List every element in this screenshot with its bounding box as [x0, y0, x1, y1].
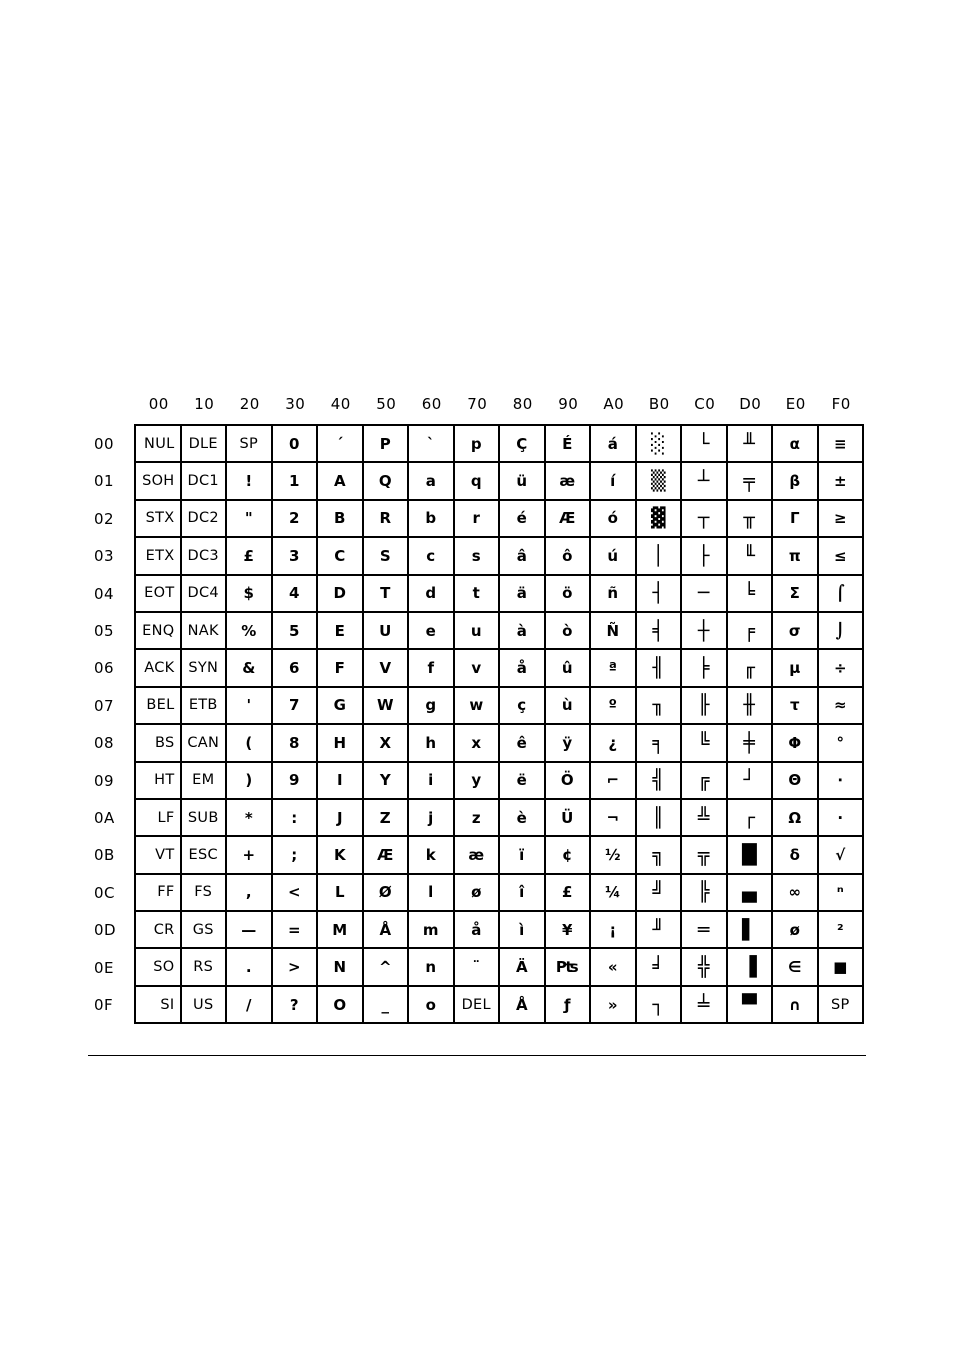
- table-cell: á: [591, 426, 637, 463]
- table-cell: ö: [546, 576, 592, 613]
- table-cell: é: [500, 501, 546, 538]
- table-cell: VT: [136, 837, 182, 874]
- table-cell: └: [682, 426, 728, 463]
- table-cell: Y: [364, 763, 410, 800]
- table-cell: Å: [364, 912, 410, 949]
- table-cell: ₧: [546, 949, 592, 986]
- table-cell: t: [455, 576, 501, 613]
- table-cell: ETX: [136, 538, 182, 575]
- table-cell: $: [227, 576, 273, 613]
- table-cell: ╕: [637, 725, 683, 762]
- table-cell: ESC: [182, 837, 228, 874]
- table-cell: U: [364, 613, 410, 650]
- table-cell: l: [409, 875, 455, 912]
- row-header: 0B: [94, 846, 115, 865]
- table-cell: ╥: [728, 501, 774, 538]
- table-cell: w: [455, 688, 501, 725]
- table-cell: ·: [819, 800, 865, 837]
- table-cell: I: [318, 763, 364, 800]
- table-cell: LF: [136, 800, 182, 837]
- row-header: 0E: [94, 958, 115, 977]
- table-cell: A: [318, 463, 364, 500]
- table-cell: ÷: [819, 650, 865, 687]
- table-cell: ╒: [728, 613, 774, 650]
- table-cell: ╙: [728, 538, 774, 575]
- table-cell: τ: [773, 688, 819, 725]
- table-cell: ü: [500, 463, 546, 500]
- table-cell: e: [409, 613, 455, 650]
- table-cell: Ü: [546, 800, 592, 837]
- table-cell: ≤: [819, 538, 865, 575]
- table-cell: Z: [364, 800, 410, 837]
- table-cell: DC3: [182, 538, 228, 575]
- table-cell: ═: [682, 912, 728, 949]
- table-cell: 3: [273, 538, 319, 575]
- table-cell: /: [227, 987, 273, 1024]
- table-cell: ╨: [728, 426, 774, 463]
- table-cell: *: [227, 800, 273, 837]
- table-cell: SI: [136, 987, 182, 1024]
- table-cell: ∞: [773, 875, 819, 912]
- table-cell: r: [455, 501, 501, 538]
- table-cell: ╧: [682, 987, 728, 1024]
- table-cell: ┤: [637, 576, 683, 613]
- table-cell: `: [409, 426, 455, 463]
- table-cell: ½: [591, 837, 637, 874]
- table-cell: è: [500, 800, 546, 837]
- table-cell: 2: [273, 501, 319, 538]
- table-cell: à: [500, 613, 546, 650]
- table-cell: ▀: [728, 987, 774, 1024]
- table-cell: ╝: [637, 875, 683, 912]
- table-cell: 5: [273, 613, 319, 650]
- table-cell: ù: [546, 688, 592, 725]
- table-cell: É: [546, 426, 592, 463]
- table-cell: ò: [546, 613, 592, 650]
- table-cell: O: [318, 987, 364, 1024]
- table-cell: Ñ: [591, 613, 637, 650]
- table-cell: DC2: [182, 501, 228, 538]
- table-cell: v: [455, 650, 501, 687]
- table-cell: a: [409, 463, 455, 500]
- table-cell: US: [182, 987, 228, 1024]
- table-cell: ╚: [682, 725, 728, 762]
- table-cell: SOH: [136, 463, 182, 500]
- table-cell: å: [500, 650, 546, 687]
- table-cell: ╠: [682, 875, 728, 912]
- table-cell: σ: [773, 613, 819, 650]
- table-cell: g: [409, 688, 455, 725]
- table-cell: ╘: [728, 576, 774, 613]
- row-header: 01: [94, 472, 115, 491]
- table-cell: STX: [136, 501, 182, 538]
- table-cell: °: [819, 725, 865, 762]
- table-cell: 0: [273, 426, 319, 463]
- table-cell: Φ: [773, 725, 819, 762]
- table-cell: o: [409, 987, 455, 1024]
- column-header: A0: [603, 395, 625, 413]
- table-cell: P: [364, 426, 410, 463]
- table-cell: SP: [819, 987, 865, 1024]
- table-cell: CR: [136, 912, 182, 949]
- row-header: 08: [94, 734, 115, 753]
- table-cell: 9: [273, 763, 319, 800]
- row-header: 0D: [94, 921, 117, 940]
- table-cell: f: [409, 650, 455, 687]
- column-header: E0: [785, 395, 806, 413]
- table-cell: Γ: [773, 501, 819, 538]
- table-cell: √: [819, 837, 865, 874]
- table-cell: ²: [819, 912, 865, 949]
- row-header: 05: [94, 622, 115, 640]
- table-cell: EOT: [136, 576, 182, 613]
- table-cell: (: [227, 725, 273, 762]
- row-header: 04: [94, 584, 115, 603]
- table-cell: ▌: [728, 912, 774, 949]
- table-cell: ┌: [728, 800, 774, 837]
- table-cell: ╦: [682, 837, 728, 874]
- column-header: C0: [694, 395, 716, 413]
- table-cell: BEL: [136, 688, 182, 725]
- table-cell: k: [409, 837, 455, 874]
- row-header: 03: [94, 547, 115, 566]
- table-cell: h: [409, 725, 455, 762]
- table-cell: ¡: [591, 912, 637, 949]
- table-cell: &: [227, 650, 273, 687]
- table-cell: B: [318, 501, 364, 538]
- table-cell: ▐: [728, 949, 774, 986]
- table-cell: ï: [500, 837, 546, 874]
- table-cell: FF: [136, 875, 182, 912]
- table-cell: ╢: [637, 650, 683, 687]
- table-cell: ╣: [637, 763, 683, 800]
- table-cell: β: [773, 463, 819, 500]
- table-cell: ƒ: [546, 987, 592, 1024]
- table-cell: α: [773, 426, 819, 463]
- table-cell: SYN: [182, 650, 228, 687]
- table-cell: !: [227, 463, 273, 500]
- table-cell: ╞: [682, 650, 728, 687]
- table-cell: DC4: [182, 576, 228, 613]
- table-cell: £: [227, 538, 273, 575]
- row-header: 00: [94, 435, 115, 453]
- table-cell: ¨: [455, 949, 501, 986]
- table-cell: ╓: [728, 650, 774, 687]
- table-cell: c: [409, 538, 455, 575]
- table-cell: ┼: [682, 613, 728, 650]
- table-cell: .: [227, 949, 273, 986]
- table-cell: ê: [500, 725, 546, 762]
- table-cell: ': [227, 688, 273, 725]
- table-cell: ø: [773, 912, 819, 949]
- table-cell: ░: [637, 426, 683, 463]
- table-cell: │: [637, 538, 683, 575]
- table-cell: ╩: [682, 800, 728, 837]
- table-cell: ╔: [682, 763, 728, 800]
- table-cell: ≡: [819, 426, 865, 463]
- table-cell: ├: [682, 538, 728, 575]
- table-cell: ╜: [637, 912, 683, 949]
- table-cell: ∩: [773, 987, 819, 1024]
- column-header: 50: [376, 395, 397, 413]
- table-cell: ¥: [546, 912, 592, 949]
- table-cell: ): [227, 763, 273, 800]
- table-cell: ╪: [728, 725, 774, 762]
- table-cell: ⁿ: [819, 875, 865, 912]
- table-cell: b: [409, 501, 455, 538]
- table-cell: ≈: [819, 688, 865, 725]
- table-cell: W: [364, 688, 410, 725]
- table-cell: 7: [273, 688, 319, 725]
- table-cell: G: [318, 688, 364, 725]
- table-cell: ACK: [136, 650, 182, 687]
- row-header: 02: [94, 509, 115, 528]
- table-cell: ^: [364, 949, 410, 986]
- table-cell: ¢: [546, 837, 592, 874]
- table-cell: R: [364, 501, 410, 538]
- table-cell: SUB: [182, 800, 228, 837]
- table-cell: ´: [318, 426, 364, 463]
- column-header: 00: [148, 395, 169, 413]
- column-header: 30: [285, 395, 306, 413]
- column-header: F0: [831, 395, 851, 413]
- table-cell: ▄: [728, 875, 774, 912]
- table-cell: £: [546, 875, 592, 912]
- table-cell: ║: [637, 800, 683, 837]
- table-cell: +: [227, 837, 273, 874]
- table-cell: z: [455, 800, 501, 837]
- row-header: 0A: [94, 809, 115, 827]
- table-cell: ±: [819, 463, 865, 500]
- table-cell: î: [500, 875, 546, 912]
- table-cell: æ: [546, 463, 592, 500]
- character-grid: [134, 424, 864, 1024]
- table-cell: 8: [273, 725, 319, 762]
- table-cell: j: [409, 800, 455, 837]
- table-cell: Θ: [773, 763, 819, 800]
- table-cell: Å: [500, 987, 546, 1024]
- table-cell: ä: [500, 576, 546, 613]
- character-set-chart: [88, 385, 878, 1035]
- row-header: 0C: [94, 883, 116, 902]
- table-cell: ETB: [182, 688, 228, 725]
- table-cell: ¿: [591, 725, 637, 762]
- table-cell: ç: [500, 688, 546, 725]
- table-cell: Ç: [500, 426, 546, 463]
- row-header: 09: [94, 771, 115, 790]
- table-cell: d: [409, 576, 455, 613]
- table-cell: SO: [136, 949, 182, 986]
- row-header: 06: [94, 659, 115, 678]
- table-cell: >: [273, 949, 319, 986]
- table-cell: ▓: [637, 501, 683, 538]
- table-cell: µ: [773, 650, 819, 687]
- table-cell: 6: [273, 650, 319, 687]
- table-cell: V: [364, 650, 410, 687]
- table-cell: ╖: [637, 688, 683, 725]
- table-cell: y: [455, 763, 501, 800]
- table-cell: ■: [819, 949, 865, 986]
- table-cell: Æ: [364, 837, 410, 874]
- table-cell: ÿ: [546, 725, 592, 762]
- table-cell: ": [227, 501, 273, 538]
- table-cell: π: [773, 538, 819, 575]
- table-cell: ╤: [728, 463, 774, 500]
- table-cell: D: [318, 576, 364, 613]
- table-cell: _: [364, 987, 410, 1024]
- column-header: B0: [648, 395, 670, 413]
- table-cell: ª: [591, 650, 637, 687]
- table-cell: ∈: [773, 949, 819, 986]
- table-cell: º: [591, 688, 637, 725]
- table-cell: HT: [136, 763, 182, 800]
- table-cell: ┐: [637, 987, 683, 1024]
- table-cell: ⌠: [819, 576, 865, 613]
- horizontal-rule: [88, 1055, 866, 1056]
- table-cell: GS: [182, 912, 228, 949]
- table-cell: 1: [273, 463, 319, 500]
- table-cell: :: [273, 800, 319, 837]
- table-cell: Ω: [773, 800, 819, 837]
- table-cell: p: [455, 426, 501, 463]
- table-cell: ┴: [682, 463, 728, 500]
- table-cell: ╡: [637, 613, 683, 650]
- table-cell: ▒: [637, 463, 683, 500]
- table-cell: S: [364, 538, 410, 575]
- table-cell: E: [318, 613, 364, 650]
- table-cell: NUL: [136, 426, 182, 463]
- table-cell: K: [318, 837, 364, 874]
- table-cell: ┬: [682, 501, 728, 538]
- table-cell: N: [318, 949, 364, 986]
- table-cell: ¬: [591, 800, 637, 837]
- table-cell: í: [591, 463, 637, 500]
- table-cell: SP: [227, 426, 273, 463]
- table-cell: ┘: [728, 763, 774, 800]
- column-header: 10: [194, 395, 215, 413]
- table-cell: 4: [273, 576, 319, 613]
- table-cell: Ä: [500, 949, 546, 986]
- table-cell: DC1: [182, 463, 228, 500]
- table-cell: C: [318, 538, 364, 575]
- table-cell: %: [227, 613, 273, 650]
- table-cell: ╗: [637, 837, 683, 874]
- table-cell: J: [318, 800, 364, 837]
- table-cell: δ: [773, 837, 819, 874]
- table-cell: ø: [455, 875, 501, 912]
- table-cell: —: [227, 912, 273, 949]
- table-cell: T: [364, 576, 410, 613]
- row-header: 07: [94, 696, 115, 715]
- table-cell: =: [273, 912, 319, 949]
- table-cell: Σ: [773, 576, 819, 613]
- table-cell: ENQ: [136, 613, 182, 650]
- table-cell: █: [728, 837, 774, 874]
- table-cell: CAN: [182, 725, 228, 762]
- table-cell: ╬: [682, 949, 728, 986]
- table-cell: s: [455, 538, 501, 575]
- table-cell: FS: [182, 875, 228, 912]
- table-cell: ╛: [637, 949, 683, 986]
- column-header: 20: [239, 395, 260, 413]
- table-cell: DLE: [182, 426, 228, 463]
- table-cell: n: [409, 949, 455, 986]
- table-cell: ─: [682, 576, 728, 613]
- table-cell: ⌐: [591, 763, 637, 800]
- table-cell: i: [409, 763, 455, 800]
- table-cell: L: [318, 875, 364, 912]
- table-cell: DEL: [455, 987, 501, 1024]
- table-cell: ╫: [728, 688, 774, 725]
- table-cell: ∙: [819, 763, 865, 800]
- table-cell: ó: [591, 501, 637, 538]
- table-cell: H: [318, 725, 364, 762]
- table-cell: RS: [182, 949, 228, 986]
- table-cell: ú: [591, 538, 637, 575]
- table-cell: Ø: [364, 875, 410, 912]
- table-cell: â: [500, 538, 546, 575]
- table-cell: ;: [273, 837, 319, 874]
- table-cell: BS: [136, 725, 182, 762]
- table-cell: Q: [364, 463, 410, 500]
- column-header: 40: [330, 395, 351, 413]
- table-cell: u: [455, 613, 501, 650]
- column-header: 90: [558, 395, 579, 413]
- column-header: 60: [421, 395, 442, 413]
- table-cell: <: [273, 875, 319, 912]
- table-cell: Ö: [546, 763, 592, 800]
- table-cell: ?: [273, 987, 319, 1024]
- table-cell: EM: [182, 763, 228, 800]
- table-cell: û: [546, 650, 592, 687]
- table-cell: NAK: [182, 613, 228, 650]
- table-cell: ╟: [682, 688, 728, 725]
- table-cell: m: [409, 912, 455, 949]
- table-cell: æ: [455, 837, 501, 874]
- table-cell: »: [591, 987, 637, 1024]
- column-header: D0: [739, 395, 762, 413]
- table-cell: F: [318, 650, 364, 687]
- column-header: 80: [512, 395, 533, 413]
- table-cell: ⌡: [819, 613, 865, 650]
- table-cell: ≥: [819, 501, 865, 538]
- table-cell: X: [364, 725, 410, 762]
- table-cell: ñ: [591, 576, 637, 613]
- table-cell: å: [455, 912, 501, 949]
- table-cell: «: [591, 949, 637, 986]
- table-cell: ,: [227, 875, 273, 912]
- table-cell: ë: [500, 763, 546, 800]
- table-cell: ì: [500, 912, 546, 949]
- table-cell: q: [455, 463, 501, 500]
- row-header: 0F: [94, 996, 114, 1014]
- table-cell: ¼: [591, 875, 637, 912]
- table-cell: M: [318, 912, 364, 949]
- table-cell: x: [455, 725, 501, 762]
- column-header: 70: [467, 395, 488, 413]
- table-cell: Æ: [546, 501, 592, 538]
- table-cell: ô: [546, 538, 592, 575]
